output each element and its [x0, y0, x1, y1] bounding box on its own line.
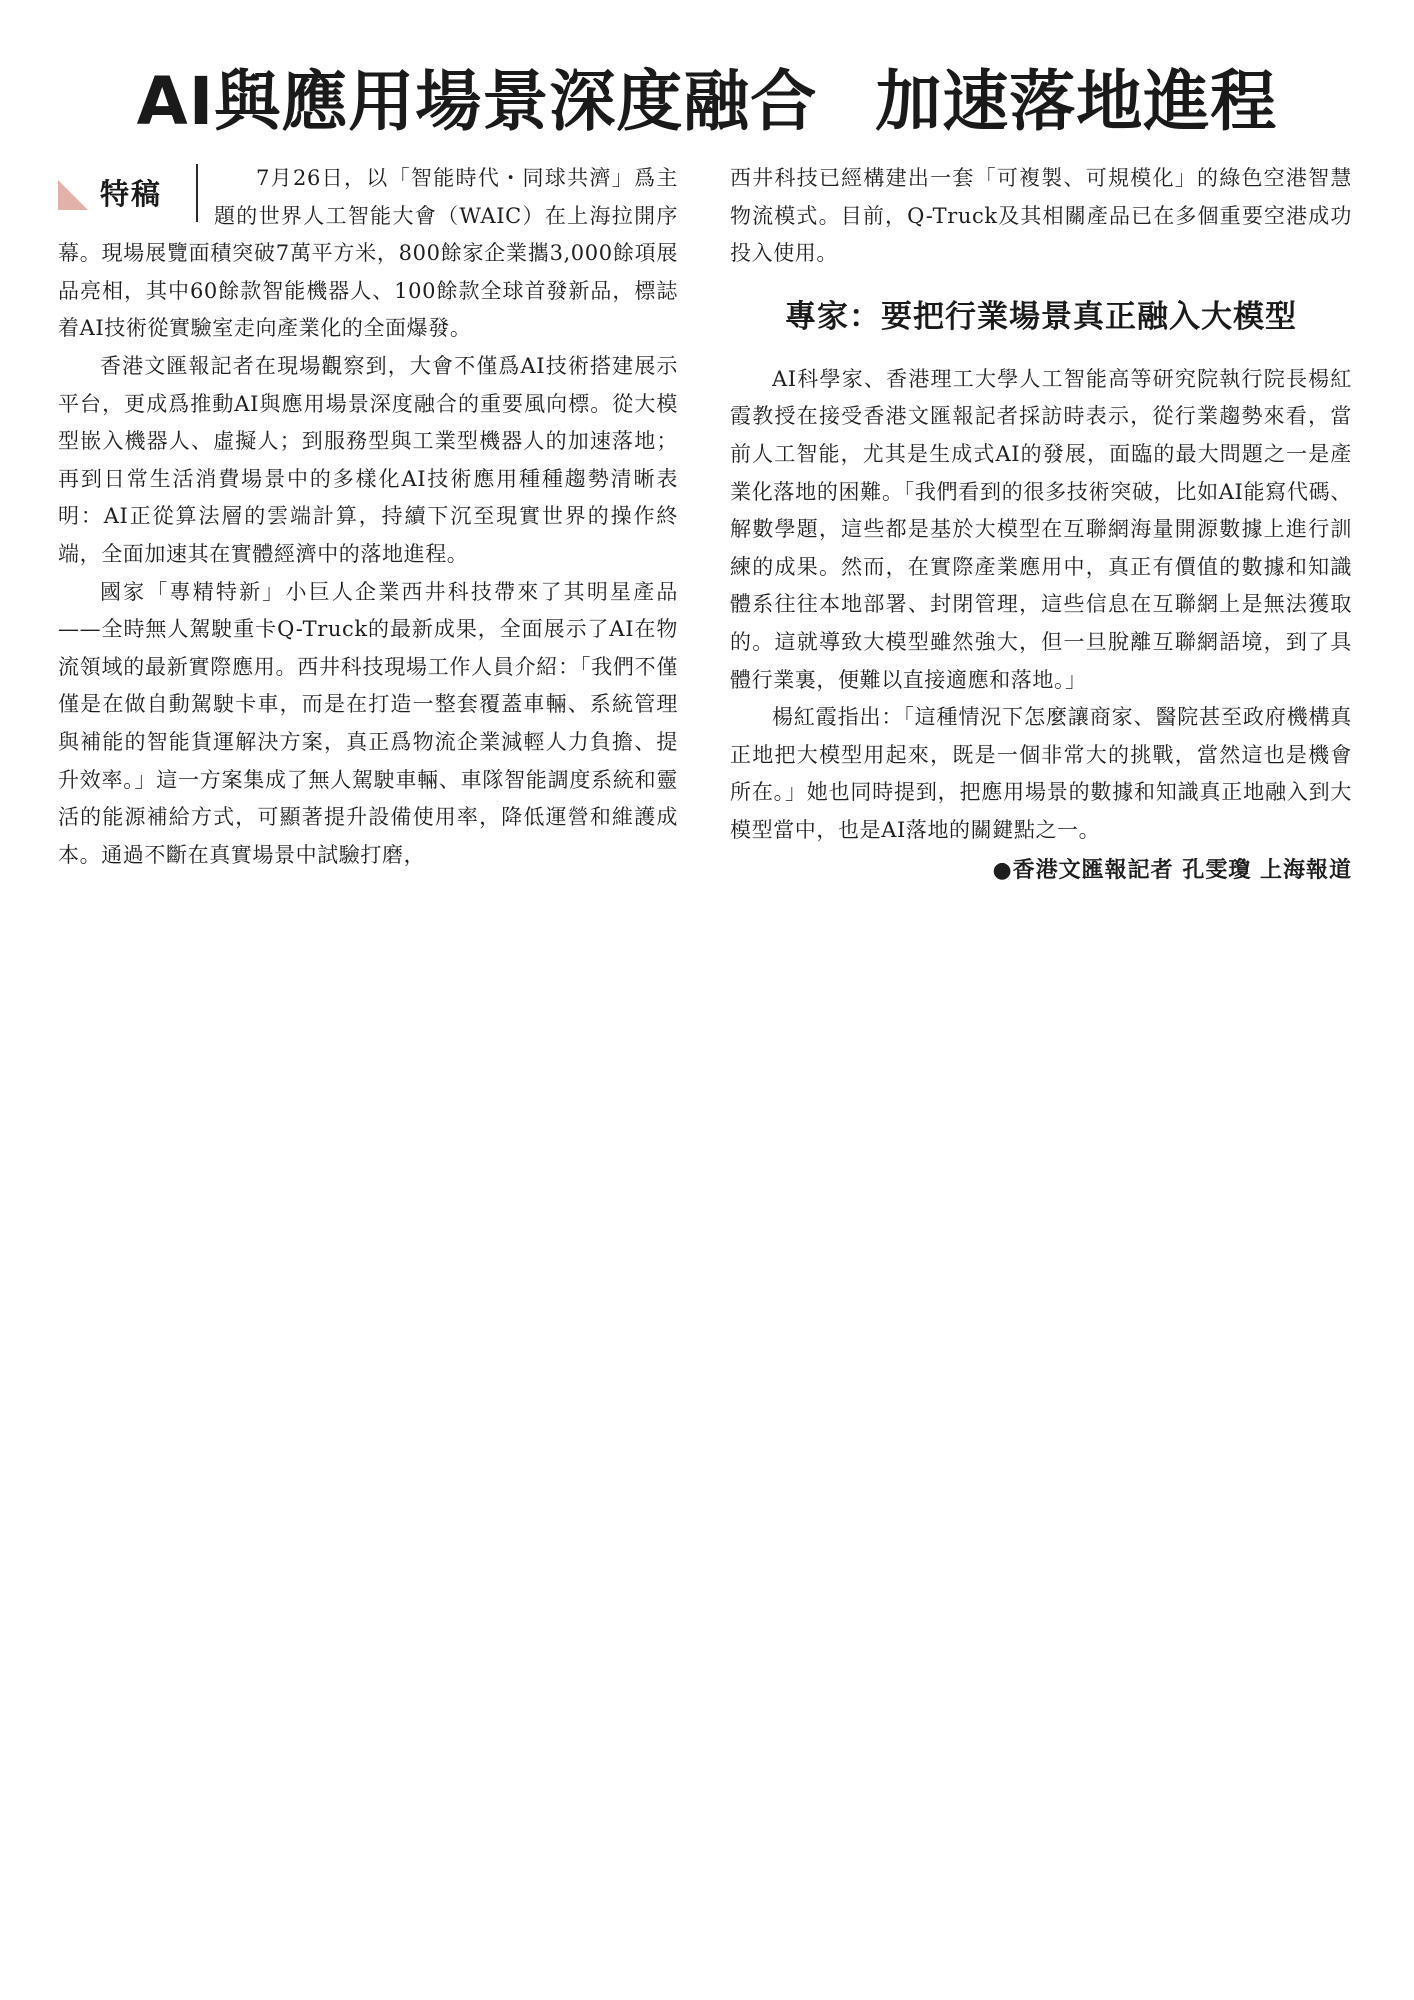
- feature-tag-label: 特稿: [100, 177, 163, 211]
- feature-tag: [58, 164, 198, 222]
- paragraph-continued: 西井科技已經構建出一套「可複製、可規模化」的綠色空港智慧物流模式。目前，Q-Truck及其相關產品已在多個重要空港成功投入使用。: [730, 166, 1352, 266]
- headline-part-2: 加速落地進程: [875, 63, 1278, 140]
- byline: ●香港文匯報記者 孔雯瓊 上海報道: [992, 857, 1352, 883]
- paragraph-3: 國家「專精特新」小巨人企業西井科技帶來了其明星產品——全時無人駕駛重卡Q-Truck的最新成果，全面展示了AI在物流領域的最新實際應用。西井科技現場工作人員介紹：「我們不僅僅是在做自動駕駛卡車，而是在打造一整套覆蓋車輛、系統管理與補能的智能貨運解決方案，真正爲物流企業減輕人力負擔、提升效率。」這一方案集成了無人駕駛車輛、車隊智能調度系統和靈活的能源補給方式，可顯著提升設備使用率，降低運營和維護成本。通過不斷在真實場景中試驗打磨，: [58, 579, 678, 867]
- subheading: 專家：要把行業場景真正融入大模型: [785, 298, 1297, 335]
- paragraph-1: 7月26日，以「智能時代・同球共濟」爲主題的世界人工智能大會（WAIC）在上海拉開序幕。現場展覽面積突破7萬平方米，800餘家企業攜3,000餘項展品亮相，其中60餘款智能機器人、100餘款全球首發新品，標誌着AI技術從實驗室走向產業化的全面爆發。: [58, 166, 678, 341]
- tag-triangle-icon: [58, 180, 88, 210]
- right-column: [730, 160, 1352, 890]
- left-column: [58, 160, 678, 874]
- headline-part-1: AI與應用場景深度融合: [136, 63, 818, 140]
- headline: [0, 62, 1414, 142]
- paragraph-2: 香港文匯報記者在現場觀察到，大會不僅爲AI技術搭建展示平台，更成爲推動AI與應用場景深度融合的重要風向標。從大模型嵌入機器人、虛擬人；到服務型與工業型機器人的加速落地；再到日常生活消費場景中的多樣化AI技術應用種種趨勢清晰表明：AI正從算法層的雲端計算，持續下沉至現實世界的操作終端，全面加速其在實體經濟中的落地進程。: [58, 353, 678, 566]
- paragraph-5: 楊紅霞指出：「這種情況下怎麼讓商家、醫院甚至政府機構真正地把大模型用起來，既是一個非常大的挑戰，當然這也是機會所在。」她也同時提到，把應用場景的數據和知識真正地融入到大模型當中，也是AI落地的關鍵點之一。: [730, 705, 1352, 842]
- paragraph-4: AI科學家、香港理工大學人工智能高等研究院執行院長楊紅霞教授在接受香港文匯報記者採訪時表示，從行業趨勢來看，當前人工智能，尤其是生成式AI的發展，面臨的最大問題之一是產業化落地的困難。「我們看到的很多技術突破，比如AI能寫代碼、解數學題，這些都是基於大模型在互聯網海量開源數據上進行訓練的成果。然而，在實際產業應用中，真正有價值的數據和知識體系往往本地部署、封閉管理，這些信息在互聯網上是無法獲取的。這就導致大模型雖然強大，但一旦脫離互聯網語境，到了具體行業裏，便難以直接適應和落地。」: [730, 366, 1352, 692]
